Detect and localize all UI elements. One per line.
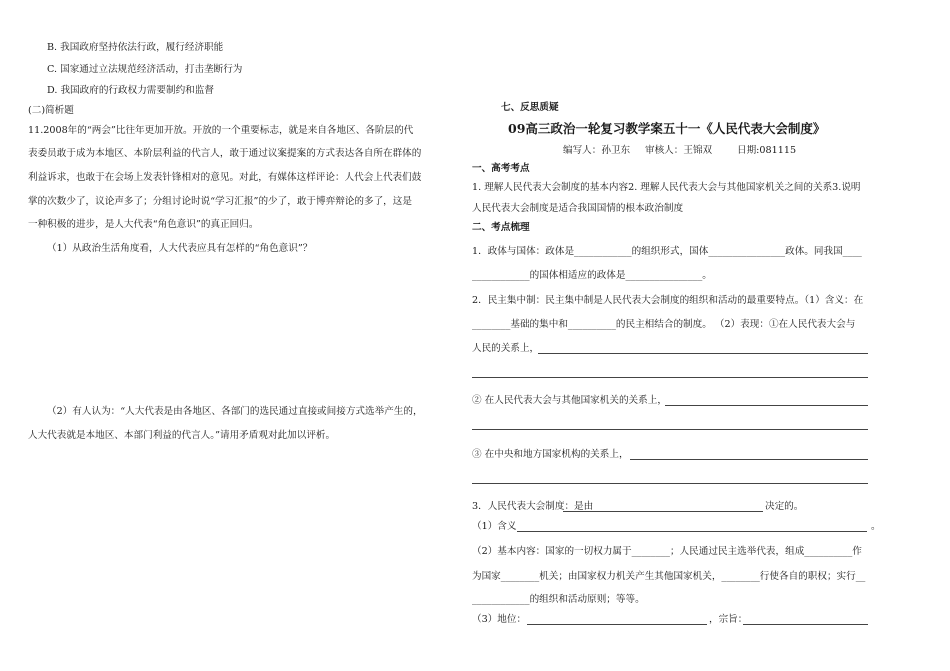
heading-exam-points: 一、高考考点: [472, 163, 530, 174]
q11-sub1: （1）从政治生活角度看，人大代表应具有怎样的“角色意识”？: [47, 243, 313, 254]
para3-sub2-line: 为国家________机关；由国家权力机关产生其他国家机关，________行使各自的职权；实行__: [472, 571, 866, 582]
answer-line: [472, 483, 868, 484]
answer-line: [517, 531, 867, 532]
q11-line: 掌的次数少了，议论声多了；分组讨论时说“学习汇报”的少了，敢于博弈辩论的多了，这是: [28, 196, 412, 207]
reviewer: 审核人：王锦双: [645, 145, 713, 156]
q11-sub2-line: （2）有人认为：“人大代表是由各地区、各部门的选民通过直接或间接方式选举产生的，: [47, 406, 423, 417]
para3-sub1: （1）含义: [472, 521, 517, 532]
heading-review: 二、考点梳理: [472, 222, 530, 233]
answer-line: [563, 511, 763, 512]
para1-line: 1．政体与国体：政体是____________的组织形式，国体________________政体。同我国____: [472, 246, 862, 257]
author: 编写人：孙卫东: [563, 145, 631, 156]
answer-line: [527, 624, 707, 625]
answer-line: [538, 353, 868, 354]
answer-line: [630, 459, 868, 460]
para3-sub1-end: 。: [871, 521, 881, 532]
option-d: D. 我国政府的行政权力需要制约和监督: [47, 85, 214, 96]
para2-line: ________基础的集中和__________的民主相结合的制度。 （2）表现：①在人民代表大会与: [472, 319, 856, 330]
q11-line: 11.2008年的“两会”比往年更加开放。开放的一个重要标志，就是来自各地区、各阶层的代: [28, 125, 414, 136]
q11-line: 表委员敢于成为本地区、本阶层利益的代言人，敢于通过议案提案的方式表达各自所在群体的: [28, 148, 422, 159]
answer-line: [743, 624, 868, 625]
answer-line: [472, 429, 868, 430]
date: 日期:081115: [737, 145, 797, 156]
answer-line: [472, 377, 868, 378]
para3-sub2-line: （2）基本内容：国家的一切权力属于________；人民通过民主选举代表，组成__________作: [472, 546, 862, 557]
option-b: B. 我国政府坚持依法行政，履行经济职能: [47, 42, 224, 53]
section-reflection: 七、反思质疑: [501, 102, 559, 113]
para3-line: 3．人民代表大会制度：是由: [472, 501, 594, 512]
para3-sub2-line: ____________的组织和活动原则；等等。: [472, 594, 645, 605]
para2-line: 2．民主集中制：民主集中制是人民代表大会制度的组织和活动的最重要特点。（1）含义：在: [472, 295, 864, 306]
key-point-line: 人民代表大会制度是适合我国国情的根本政治制度: [472, 203, 684, 214]
para3-sub3: （3）地位：: [472, 614, 527, 625]
right-column: [472, 0, 950, 671]
q11-sub2-line: 人大代表就是本地区、本部门利益的代言人。”请用矛盾观对此加以评析。: [28, 430, 336, 441]
para2-item2: ② 在人民代表大会与其他国家机关的关系上，: [472, 395, 667, 406]
answer-line: [665, 405, 868, 406]
para3-sub3-mid: ，宗旨：: [709, 614, 748, 625]
q11-line: 利益诉求，也敢于在会场上发表针锋相对的意见。对此，有媒体这样评论：人代会上代表们鼓: [28, 172, 422, 183]
q11-line: 一种积极的进步，是人大代表“角色意识”的真正回归。: [28, 219, 259, 230]
para2-line: 人民的关系上，: [472, 343, 540, 354]
para3-tail: 决定的。: [765, 501, 804, 512]
doc-title: 09高三政治一轮复习教学案五十一《人民代表大会制度》: [508, 121, 826, 136]
option-c: C. 国家通过立法规范经济活动，打击垄断行为: [47, 64, 243, 75]
para1-line: ____________的国体相适应的政体是________________。: [472, 270, 712, 281]
para2-item3: ③ 在中央和地方国家机构的关系上，: [472, 449, 629, 460]
key-point-line: 1. 理解人民代表大会制度的基本内容2. 理解人民代表大会与其他国家机关之间的关系3.说明: [472, 182, 861, 193]
section-title-analysis: (二)简析题: [28, 105, 74, 116]
